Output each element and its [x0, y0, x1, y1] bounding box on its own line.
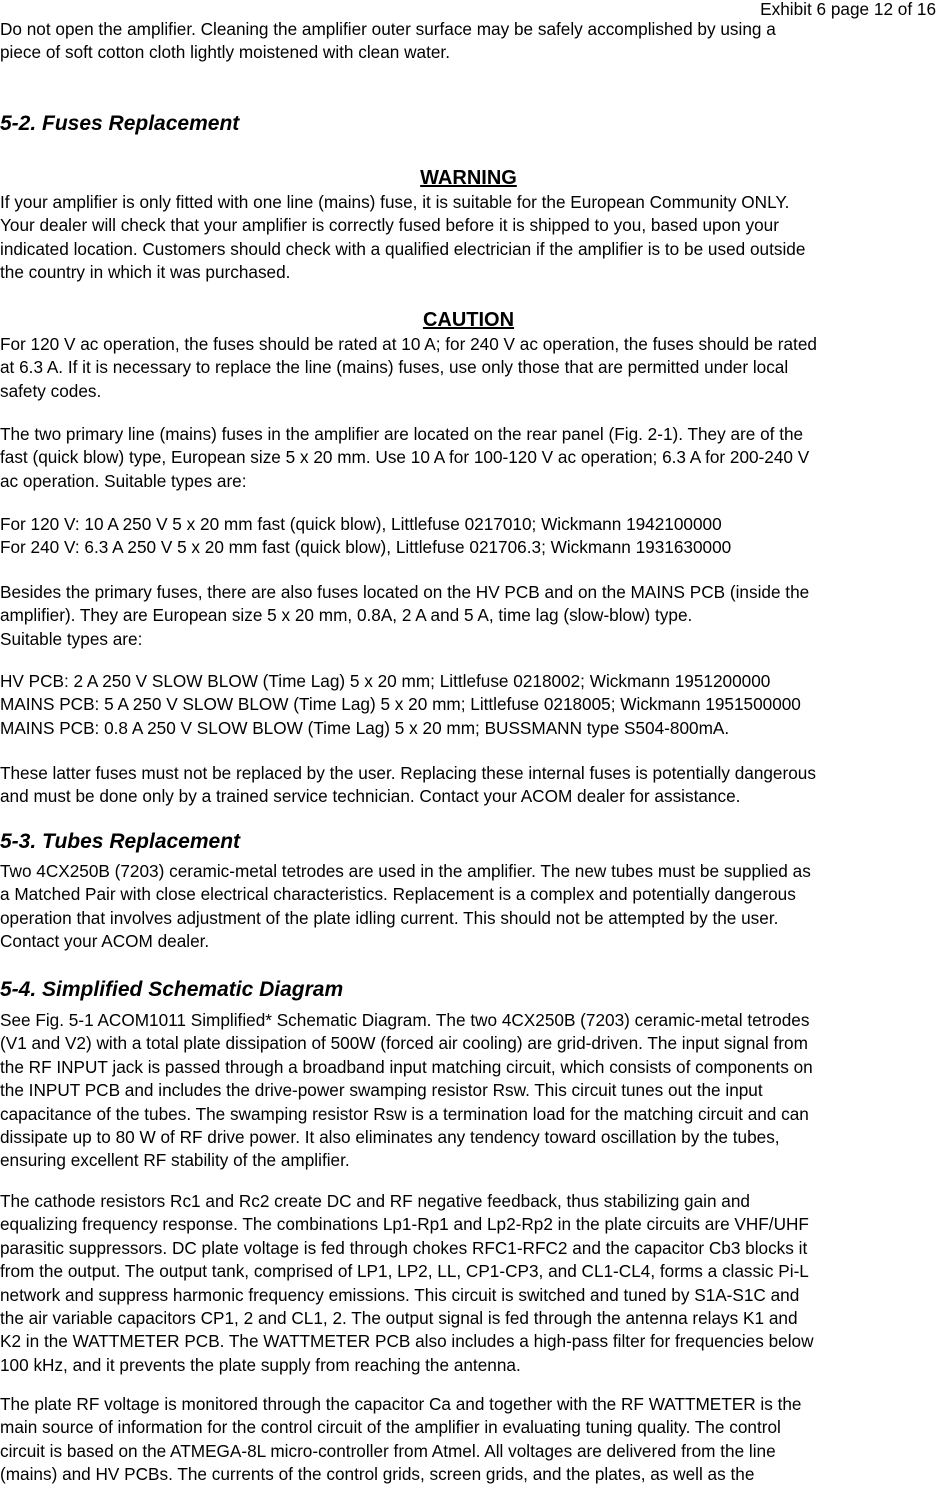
- text-line: the INPUT PCB and includes the drive-power swamping resistor Rsw. This circuit tunes out the input: [0, 1080, 763, 1101]
- text-line: K2 in the WATTMETER PCB. The WATTMETER PCB also includes a high-pass filter for frequencies below: [0, 1331, 814, 1352]
- text-line: Do not open the amplifier. Cleaning the amplifier outer surface may be safely accomplished by using a: [0, 19, 776, 39]
- fuse-type-line: HV PCB: 2 A 250 V SLOW BLOW (Time Lag) 5 x 20 mm; Littlefuse 0218002; Wickmann 1951200000: [0, 671, 771, 691]
- text-line: amplifier). They are European size 5 x 20 mm, 0.8A, 2 A and 5 A, time lag (slow-blow) type.: [0, 605, 693, 626]
- text-line: dissipate up to 80 W of RF drive power. It also eliminates any tendency toward oscillation by the tubes,: [0, 1127, 780, 1148]
- warning-title: WARNING: [420, 167, 517, 189]
- text-line: the RF INPUT jack is passed through a broadband input matching circuit, which consists of components on: [0, 1056, 813, 1077]
- text-line: For 120 V ac operation, the fuses should be rated at 10 A; for 240 V ac operation, the fuses should be rated: [0, 334, 817, 354]
- text-line: network and suppress harmonic frequency emissions. This circuit is switched and tuned by S1A-S1C and: [0, 1284, 800, 1305]
- text-line: ensuring excellent RF stability of the amplifier.: [0, 1150, 350, 1171]
- internal-fuses-paragraph: [0, 581, 937, 651]
- text-line: If your amplifier is only fitted with one line (mains) fuse, it is suitable for the European Community ONLY.: [0, 192, 790, 212]
- caution-paragraph: [0, 333, 937, 403]
- text-line: 100 kHz, and it prevents the plate supply from reaching the antenna.: [0, 1354, 521, 1375]
- text-line: at 6.3 A. If it is necessary to replace the line (mains) fuses, use only those that are permitted under local: [0, 357, 789, 378]
- tubes-paragraph: [0, 860, 937, 954]
- text-line: capacitance of the tubes. The swamping resistor Rsw is a termination load for the matching circuit and can: [0, 1103, 809, 1124]
- text-line: Two 4CX250B (7203) ceramic-metal tetrodes are used in the amplifier. The new tubes must be supplied as: [0, 861, 811, 881]
- caution-title: CAUTION: [422, 309, 515, 331]
- internal-fuse-types: [0, 670, 937, 740]
- text-line: equalizing frequency response. The combinations Lp1-Rp1 and Lp2-Rp2 in the plate circuits are VHF/UHF: [0, 1214, 809, 1235]
- text-line: These latter fuses must not be replaced by the user. Replacing these internal fuses is potentially dangerous: [0, 763, 816, 783]
- text-line: the air variable capacitors CP1, 2 and CL1, 2. The output signal is fed through the antenna relays K1 and: [0, 1308, 798, 1329]
- warning-paragraph: [0, 191, 937, 285]
- intro-paragraph: [0, 18, 937, 65]
- text-line: See Fig. 5-1 ACOM1011 Simplified* Schematic Diagram. The two 4CX250B (7203) ceramic-metal tetrodes: [0, 1010, 810, 1030]
- schematic-paragraph-2: [0, 1190, 937, 1377]
- text-line: (V1 and V2) with a total plate dissipation of 500W (forced air cooling) are grid-driven. The input signal from: [0, 1033, 808, 1054]
- text-line: Besides the primary fuses, there are also fuses located on the HV PCB and on the MAINS PCB (inside the: [0, 582, 810, 602]
- section-heading-tubes: 5-3. Tubes Replacement: [0, 830, 241, 853]
- text-line: The plate RF voltage is monitored through the capacitor Ca and together with the RF WATTMETER is the: [0, 1394, 802, 1414]
- text-line: fast (quick blow) type, European size 5 x 20 mm. Use 10 A for 100-120 V ac operation; 6.3 A for 200-240 V: [0, 447, 810, 468]
- text-line: The two primary line (mains) fuses in the amplifier are located on the rear panel (Fig. 2-1). They are of the: [0, 424, 804, 444]
- text-line: a Matched Pair with close electrical characteristics. Replacement is a complex and potentially dangerous: [0, 884, 796, 905]
- text-line: Contact your ACOM dealer.: [0, 931, 210, 952]
- fuse-type-line: MAINS PCB: 0.8 A 250 V SLOW BLOW (Time Lag) 5 x 20 mm; BUSSMANN type S504-800mA.: [0, 717, 730, 738]
- primary-fuses-paragraph: [0, 423, 937, 493]
- schematic-paragraph-3: [0, 1393, 937, 1487]
- text-line: (mains) and HV PCBs. The currents of the control grids, screen grids, and the plates, as well as the: [0, 1464, 755, 1485]
- text-line: circuit is based on the ATMEGA-8L micro-controller from Atmel. All voltages are delivered from the line: [0, 1440, 776, 1461]
- section-heading-schematic: 5-4. Simplified Schematic Diagram: [0, 978, 344, 1001]
- text-line: ac operation. Suitable types are:: [0, 470, 247, 491]
- text-line: The cathode resistors Rc1 and Rc2 create DC and RF negative feedback, thus stabilizing gain and: [0, 1191, 750, 1211]
- text-line: piece of soft cotton cloth lightly moistened with clean water.: [0, 42, 450, 63]
- primary-fuse-types: [0, 513, 937, 560]
- text-line: indicated location. Customers should check with a qualified electrician if the amplifier is to be used outside: [0, 238, 806, 259]
- schematic-paragraph-1: [0, 1009, 937, 1173]
- text-line: safety codes.: [0, 380, 102, 401]
- text-line: parasitic suppressors. DC plate voltage is fed through chokes RFC1-RFC2 and the capacitor Cb3 blocks it: [0, 1237, 808, 1258]
- text-line: main source of information for the control circuit of the amplifier in evaluating tuning quality. The control: [0, 1417, 781, 1438]
- text-line: the country in which it was purchased.: [0, 262, 291, 283]
- fuse-type-line: For 120 V: 10 A 250 V 5 x 20 mm fast (quick blow), Littlefuse 0217010; Wickmann 1942100000: [0, 514, 722, 534]
- text-line: and must be done only by a trained service technician. Contact your ACOM dealer for assistance.: [0, 786, 741, 807]
- exhibit-page-label: Exhibit 6 page 12 of 16: [760, 0, 936, 19]
- section-heading-fuses: 5-2. Fuses Replacement: [0, 112, 240, 135]
- text-line: Your dealer will check that your amplifier is correctly fused before it is shipped to you, based upon your: [0, 215, 779, 236]
- fuse-type-line: MAINS PCB: 5 A 250 V SLOW BLOW (Time Lag) 5 x 20 mm; Littlefuse 0218005; Wickmann 1951500000: [0, 694, 801, 715]
- text-line: operation that involves adjustment of the plate idling current. This should not be attempted by the user.: [0, 907, 779, 928]
- text-line: Suitable types are:: [0, 628, 143, 649]
- text-line: from the output. The output tank, comprised of LP1, LP2, LL, CP1-CP3, and CL1-CL4, forms a classic Pi-L: [0, 1261, 809, 1282]
- fuse-type-line: For 240 V: 6.3 A 250 V 5 x 20 mm fast (quick blow), Littlefuse 021706.3; Wickmann 1931630000: [0, 537, 732, 558]
- internal-fuses-notice: [0, 762, 937, 809]
